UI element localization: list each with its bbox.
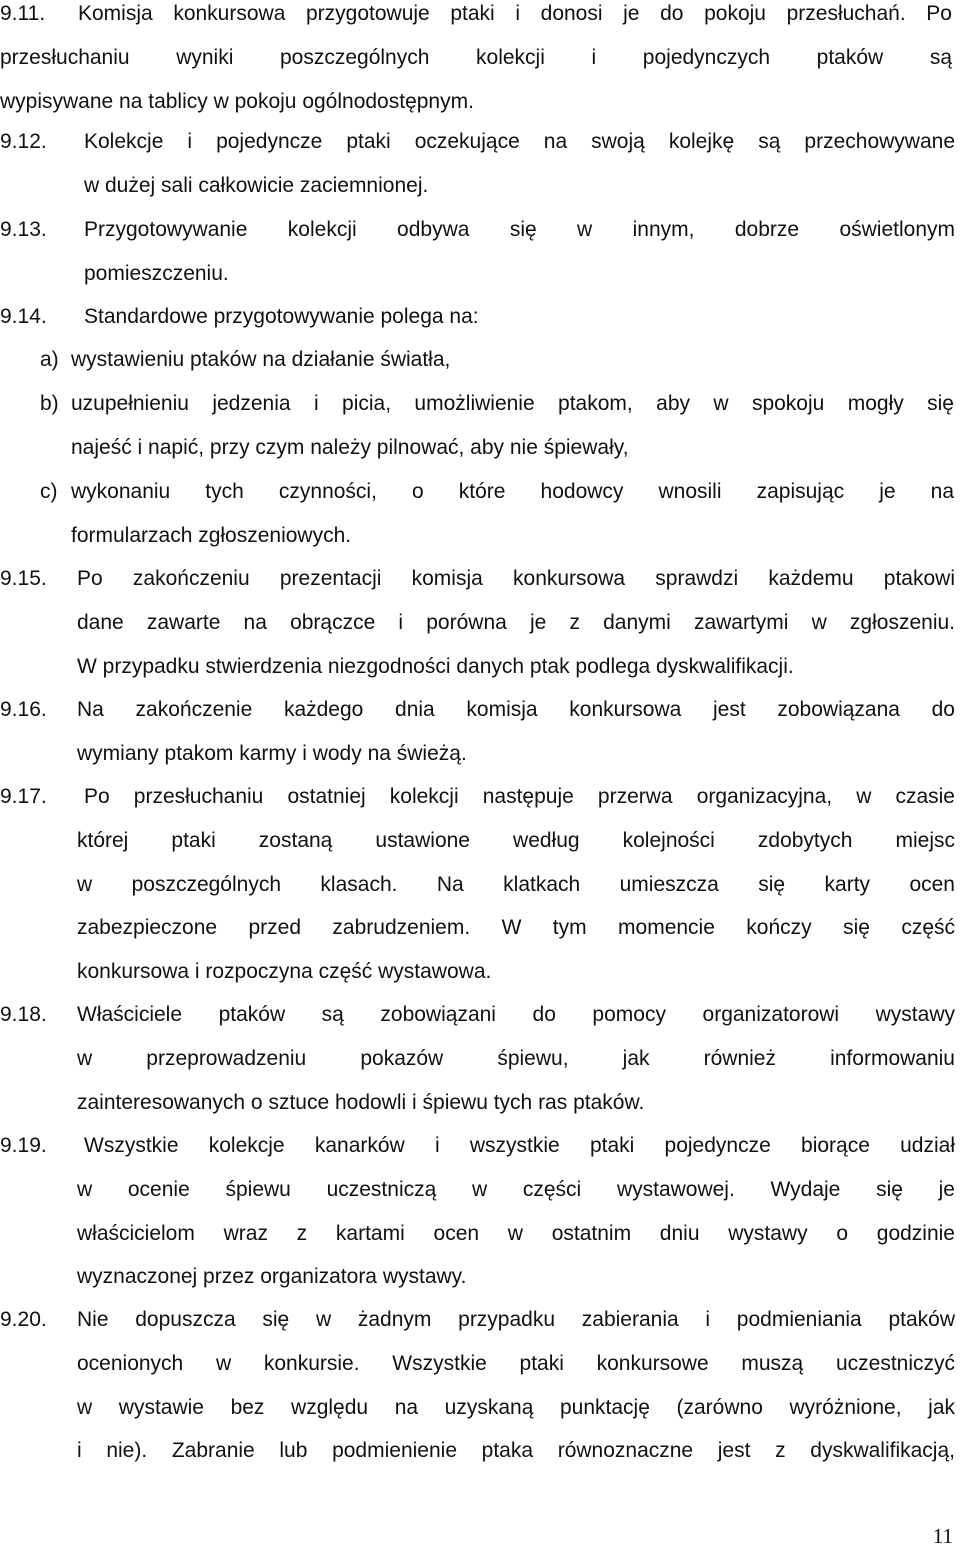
paragraph-number: 9.15.: [0, 567, 47, 590]
text-line: wystawieniu ptaków na działanie światła,: [71, 348, 451, 371]
text-line: w ocenie śpiewu uczestniczą w części wystawowej. Wydaje się je: [77, 1178, 955, 1201]
text-line: dane zawarte na obrączce i porówna je z danymi zawartymi w zgłoszeniu.: [77, 611, 955, 634]
paragraph-number: 9.12.: [0, 130, 47, 153]
text-line: formularzach zgłoszeniowych.: [71, 524, 352, 547]
list-item-label: a): [40, 348, 59, 371]
text-line: wykonaniu tych czynności, o które hodowcy wnosili zapisując je na: [71, 480, 954, 503]
paragraph-number: 9.19.: [0, 1134, 47, 1157]
text-line: zabezpieczone przed zabrudzeniem. W tym momencie kończy się część: [77, 916, 955, 939]
text-line: pomieszczeniu.: [84, 262, 229, 285]
list-item-label: b): [40, 392, 59, 415]
text-line: Kolekcje i pojedyncze ptaki oczekujące na swoją kolejkę są przechowywane: [84, 130, 955, 153]
text-line: Wszystkie kolekcje kanarków i wszystkie ptaki pojedyncze biorące udział: [84, 1134, 955, 1157]
text-line: ocenionych w konkursie. Wszystkie ptaki konkursowe muszą uczestniczyć: [77, 1352, 955, 1375]
text-line: przesłuchaniu wyniki poszczególnych kolekcji i pojedynczych ptaków są: [0, 46, 952, 69]
text-line: Przygotowywanie kolekcji odbywa się w innym, dobrze oświetlonym: [84, 218, 955, 241]
text-line: Po zakończeniu prezentacji komisja konkursowa sprawdzi każdemu ptakowi: [77, 567, 955, 590]
paragraph-number: 9.11.: [0, 2, 46, 25]
text-line: uzupełnieniu jedzenia i picia, umożliwienie ptakom, aby w spokoju mogły się: [71, 392, 954, 415]
page-number: 11: [932, 1524, 953, 1548]
paragraph-number: 9.20.: [0, 1308, 47, 1331]
text-line: W przypadku stwierdzenia niezgodności danych ptak podlega dyskwalifikacji.: [77, 655, 794, 678]
paragraph-number: 9.16.: [0, 698, 47, 721]
text-line: Po przesłuchaniu ostatniej kolekcji następuje przerwa organizacyjna, w czasie: [84, 785, 955, 808]
text-line: właścicielom wraz z kartami ocen w ostatnim dniu wystawy o godzinie: [77, 1222, 955, 1245]
list-item-label: c): [40, 480, 58, 503]
text-line: Na zakończenie każdego dnia komisja konkursowa jest zobowiązana do: [77, 698, 955, 721]
paragraph-number: 9.14.: [0, 305, 47, 328]
paragraph-number: 9.13.: [0, 218, 47, 241]
text-line: w przeprowadzeniu pokazów śpiewu, jak również informowaniu: [77, 1047, 955, 1070]
text-line: zainteresowanych o sztuce hodowli i śpiewu tych ras ptaków.: [77, 1091, 645, 1114]
text-line: której ptaki zostaną ustawione według kolejności zdobytych miejsc: [77, 829, 955, 852]
text-line: w wystawie bez względu na uzyskaną punktację (zarówno wyróżnione, jak: [77, 1396, 955, 1419]
text-line: w dużej sali całkowicie zaciemnionej.: [84, 174, 429, 197]
text-line: wypisywane na tablicy w pokoju ogólnodostępnym.: [0, 90, 474, 113]
text-line: w poszczególnych klasach. Na klatkach umieszcza się karty ocen: [77, 873, 955, 896]
text-line: Standardowe przygotowywanie polega na:: [84, 305, 479, 328]
text-line: wymiany ptakom karmy i wody na świeżą.: [77, 742, 467, 765]
paragraph-number: 9.18.: [0, 1003, 47, 1026]
text-line: i nie). Zabranie lub podmienienie ptaka równoznaczne jest z dyskwalifikacją,: [77, 1439, 955, 1462]
text-line: najeść i napić, przy czym należy pilnować, aby nie śpiewały,: [71, 436, 629, 459]
text-line: wyznaczonej przez organizatora wystawy.: [77, 1265, 467, 1288]
text-line: Nie dopuszcza się w żadnym przypadku zabierania i podmieniania ptaków: [77, 1308, 955, 1331]
paragraph-number: 9.17.: [0, 785, 47, 808]
text-line: Komisja konkursowa przygotowuje ptaki i donosi je do pokoju przesłuchań. Po: [78, 2, 952, 25]
text-line: Właściciele ptaków są zobowiązani do pomocy organizatorowi wystawy: [77, 1003, 955, 1026]
text-line: konkursowa i rozpoczyna część wystawowa.: [77, 960, 492, 983]
